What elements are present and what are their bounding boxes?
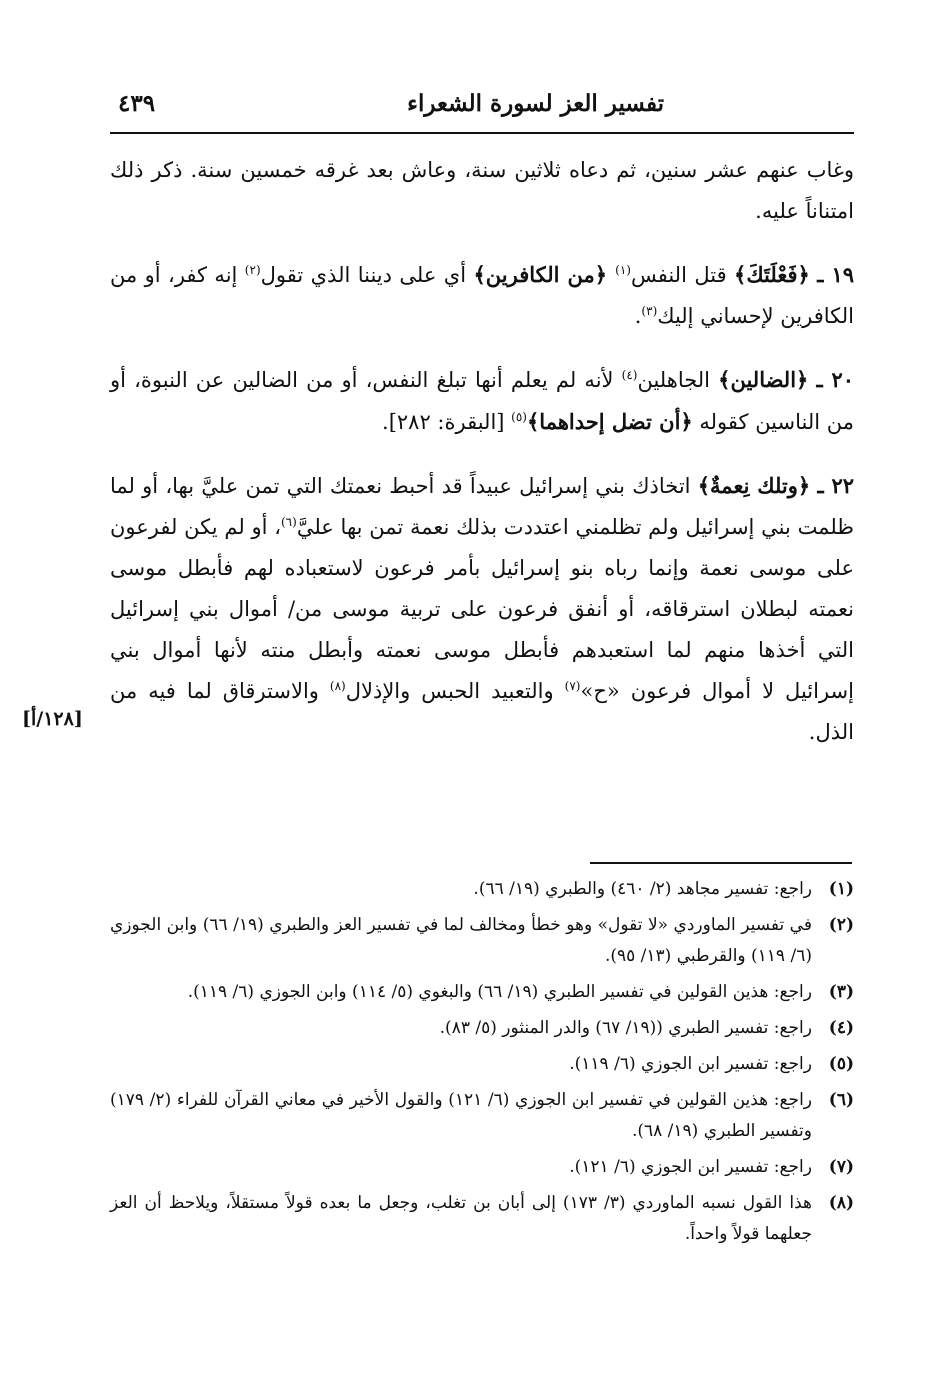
footnote-text: هذا القول نسبه الماوردي (٣/ ١٧٣) إلى أبان بن تغلب، وجعل ما بعده قولاً مستقلاً، ويلاحظ أن العز جعلهما قولاً واحداً. [110,1193,812,1244]
footnote-number: (٦) [828,1090,854,1110]
footnote-ref[interactable]: (٥) [511,410,527,424]
footnote-item [110,1085,854,1147]
footnote-divider [590,862,852,864]
footnote-item [110,977,854,1008]
verse-number: ١٩ ـ [817,262,854,287]
footnote-text: في تفسير الماوردي «لا تقول» وهو خطأ ومخالف لما في تفسير العز والطبري (١٩/ ٦٦) وابن الجوزي (٦/ ١١٩) والقرطبي (١٣/ ٩٥). [110,915,812,966]
text-run: اتخاذك بني إسرائيل عبيداً قد أحبط نعمتك التي تمن عليَّ بها، أو لما ظلمت بني إسرائيل ولم تظلمني اعتددت بذلك نعمة تمن بها عليَّ [110,474,854,539]
text-run: الجاهلين [637,368,719,392]
text-run: ، أو لم يكن لفرعون على موسى نعمة وإنما رباه بنو إسرائيل بأمر فرعون لاستعباده لهم فأبطل موسى نعمته لبطلان استرقاقه، أو أنفق فرعون على تربية موسى من/ أموال بني إسرائيل التي أخذها منهم لما استعبدهم فأبطل موسى نعمته وأبطل منته لأنها أموال بني إسرائيل لا أموال فرعون «ح» [110,515,854,703]
footnote-item [110,1049,854,1080]
paragraph-verse-22 [110,465,854,753]
footnote-ref[interactable]: (٨) [329,679,346,693]
footnote-ref[interactable]: (٧) [564,679,581,693]
footnotes [110,874,854,1255]
text-run: . [634,304,642,328]
header-divider [110,132,854,134]
manuscript-folio-ref: [١٢٨/أ] [22,708,83,730]
paragraph-verse-20 [110,359,854,443]
footnote-number: (٤) [828,1018,854,1038]
footnote-item [110,1013,854,1044]
footnote-ref[interactable]: (١) [615,263,631,277]
paragraph-verse-19 [110,254,854,337]
main-text [110,150,854,775]
text-run: والتعبيد الحبس والإذلال [345,679,565,703]
footnote-number: (٣) [828,982,854,1002]
footnote-ref[interactable]: (٣) [641,304,658,318]
quran-quote: ﴿أن تضل إحداهما﴾ [526,409,693,434]
footnote-number: (٧) [828,1157,854,1177]
footnote-text: راجع: هذين القولين في تفسير الطبري (١٩/ ٦٦) والبغوي (٥/ ١١٤) وابن الجوزي (٦/ ١١٩). [187,982,812,1002]
footnote-text: راجع: تفسير ابن الجوزي (٦/ ١١٩). [569,1054,812,1074]
quran-quote: ﴿الضالين﴾ [718,367,809,392]
page-number: ٤٣٩ [118,90,156,117]
text-run: أي على ديننا الذي تقول [260,263,474,287]
footnote-number: (١) [828,879,854,899]
footnote-item [110,1152,854,1183]
footnote-text: راجع: تفسير الطبري ((١٩/ ٦٧) والدر المنثور (٥/ ٨٣). [439,1018,812,1038]
text-run: قتل النفس [630,263,735,287]
page-header [110,84,854,130]
footnote-item [110,910,854,972]
footnote-item [110,874,854,905]
footnote-item [110,1188,854,1250]
verse-number: ٢٢ ـ [817,473,855,498]
footnote-number: (٨) [828,1193,854,1213]
footnote-ref[interactable]: (٢) [244,263,261,277]
verse-number: ٢٠ ـ [816,367,854,392]
footnote-text: راجع: هذين القولين في تفسير ابن الجوزي (٦/ ١٢١) والقول الأخير في معاني القرآن للفراء (٢/ ١٧٩) وتفسير الطبري (١٩/ ٦٨). [110,1090,812,1141]
text-run: والاسترقاق لما فيه من الذل. [110,679,854,744]
running-title: تفسير العز لسورة الشعراء [407,90,664,117]
quran-quote: ﴿من الكافرين﴾ [473,262,616,287]
paragraph-continuation: وغاب عنهم عشر سنين، ثم دعاه ثلاثين سنة، وعاش بعد غرقه خمسين سنة. ذكر ذلك امتناناً عليه. [110,158,854,223]
text-run: إنه كفر، أو من الكافرين لإحساني إليك [110,263,854,328]
footnote-ref[interactable]: (٤) [621,368,638,382]
quran-quote: ﴿وتلك نِعمةٌ﴾ [697,473,811,498]
footnote-text: راجع: تفسير مجاهد (٢/ ٤٦٠) والطبري (١٩/ ٦٦). [473,879,812,899]
footnote-text: راجع: تفسير ابن الجوزي (٦/ ١٢١). [569,1157,812,1177]
footnote-number: (٥) [828,1054,854,1074]
footnote-number: (٢) [828,915,854,935]
text-run: [البقرة: ٢٨٢]. [382,410,512,434]
footnote-ref[interactable]: (٦) [280,515,297,529]
text-run: لأنه لم يعلم أنها تبلغ النفس، أو من الضالين عن النبوة، أو من الناسين كقوله [110,368,854,434]
quran-quote: ﴿فَعْلَتَكَ﴾ [734,262,810,287]
